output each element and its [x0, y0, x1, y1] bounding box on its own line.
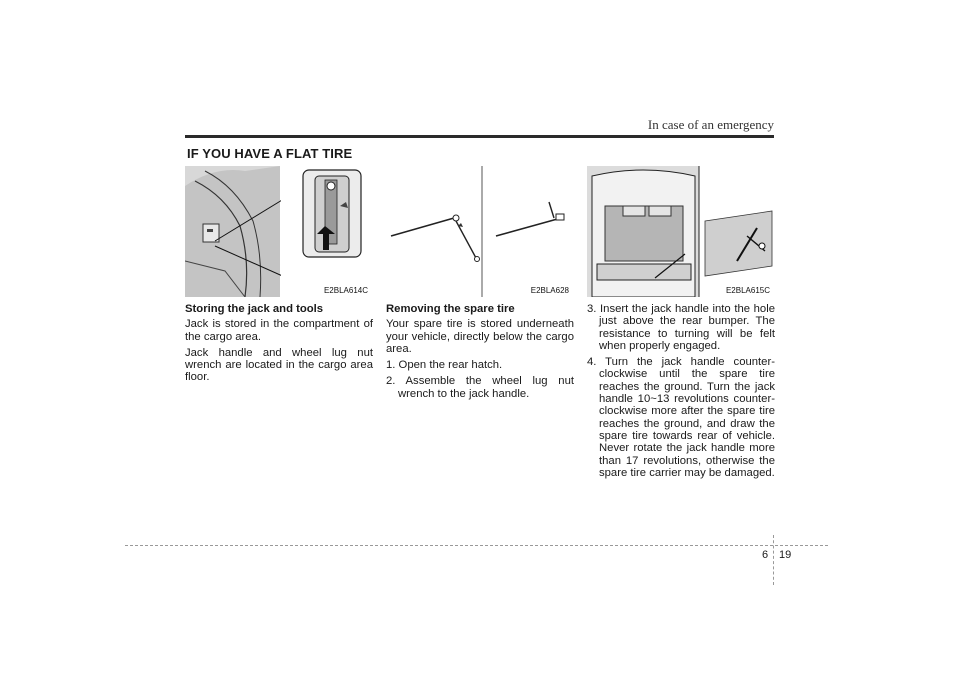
header-rule [185, 135, 774, 138]
column-storing-jack [185, 303, 373, 388]
paragraph: Jack is stored in the compartment of the cargo area. [185, 318, 373, 343]
step-2: 2. Assemble the wheel lug nut wrench to the jack handle. [386, 375, 574, 400]
jack-handle-assembly-illustration-icon [386, 166, 573, 297]
jack-storage-illustration-icon [185, 166, 372, 297]
figure-code: E2BLA628 [530, 286, 569, 295]
figure-jack-storage [185, 166, 372, 297]
figure-code: E2BLA615C [725, 286, 770, 295]
step-3: 3. Insert the jack handle into the hole just above the rear bumper. The resistance to turning will be felt when properly engaged. [587, 303, 775, 352]
step-4: 4. Turn the jack handle counter-clockwise until the spare tire reaches the ground. Turn the jack handle 10~13 revolutions counter-clockwise more after the spare tire reaches the ground, and draw the spare tire towards rear of vehicle. Never rotate the jack handle more than 17 revolutions, otherwise the spare tire carrier may be damaged. [587, 356, 775, 479]
paragraph: Your spare tire is stored underneath your vehicle, directly below the cargo area. [386, 318, 574, 355]
paragraph: Jack handle and wheel lug nut wrench are located in the cargo area floor. [185, 346, 373, 384]
column-removing-spare [386, 303, 574, 404]
step-1: 1. Open the rear hatch. [386, 359, 503, 372]
section-title: IF YOU HAVE A FLAT TIRE [187, 146, 353, 161]
rear-bumper-hole-illustration-icon [587, 166, 774, 297]
figure-rear-bumper [587, 166, 774, 297]
column-steps-continued [587, 303, 775, 483]
heading-storing-jack: Storing the jack and tools [185, 303, 324, 315]
footer-divider [773, 535, 774, 585]
chapter-number: 6 [762, 549, 769, 561]
footer-rule [125, 545, 828, 546]
figure-code: E2BLA614C [323, 286, 368, 295]
page-number: 19 [779, 549, 792, 561]
running-header: In case of an emergency [647, 117, 774, 132]
figure-jack-handle [386, 166, 573, 297]
heading-removing-spare: Removing the spare tire [386, 303, 515, 315]
